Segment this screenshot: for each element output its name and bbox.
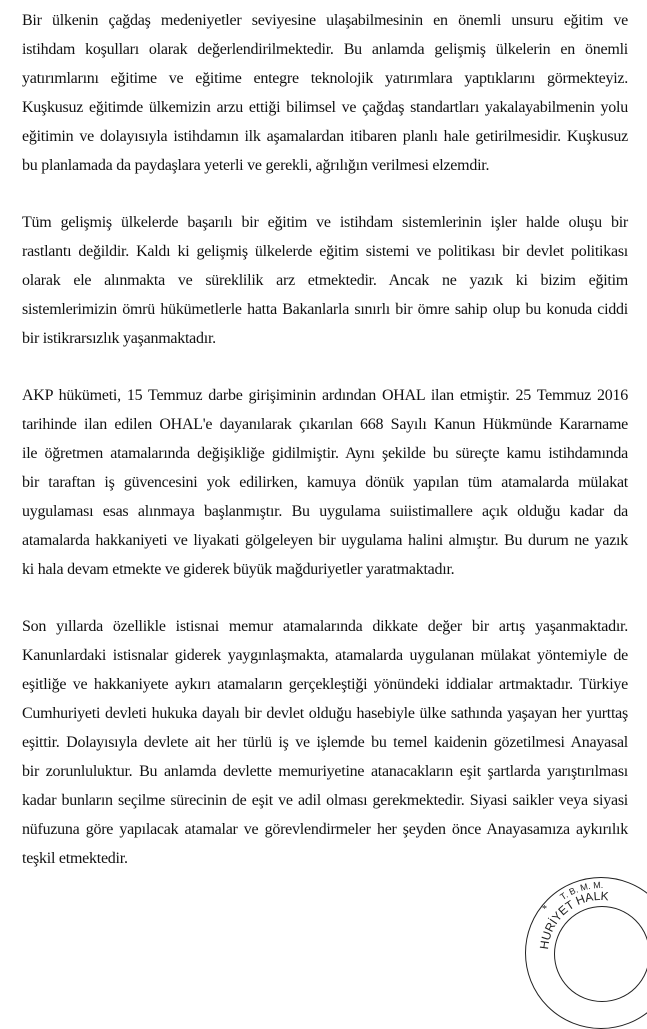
stamp-area — [22, 877, 628, 951]
stamp-star-icon: * — [542, 904, 547, 915]
text-line: istihdam koşulları olarak değerlendirilmektedir. Bu anlamda gelişmiş ülkelerin en önemli — [22, 41, 628, 58]
text-line: yatırımlarını eğitime ve eğitime entegre teknolojik yatırımlara yaptıklarını görmekteyiz. — [22, 70, 628, 87]
text-line: bir zorunluluktur. Bu anlamda devlette memuriyetine atanacakların eşit şartlarda yarıştırılması — [22, 763, 628, 780]
stamp-text-svg — [526, 878, 647, 1028]
paragraph-4 — [22, 612, 628, 873]
text-line: AKP hükümeti, 15 Temmuz darbe girişiminin ardından OHAL ilan etmiştir. 25 Temmuz 2016 — [22, 387, 628, 404]
text-line: ki hala devam etmekte ve giderek büyük mağduriyetler yaratmaktadır. — [22, 561, 455, 578]
text-line: sistemlerimizin ömrü hükümetlerle hatta Bakanlarla sınırlı bir ömre sahip olup bu konuda ciddi — [22, 301, 628, 318]
text-line: Tüm gelişmiş ülkelerde başarılı bir eğitim ve istihdam sistemlerinin işler halde oluşu bir — [22, 214, 628, 231]
text-line: ile öğretmen atamalarında değişikliğe gidilmiştir. Aynı şekilde bu süreçte kamu istihdamında — [22, 445, 628, 462]
text-line: eşittir. Dolayısıyla devlete ait her türlü iş ve işlemde bu temel kaidenin gözetilmesi Anayasal — [22, 734, 628, 751]
text-line: Cumhuriyeti devleti hukuka dayalı bir devlet olduğu hasebiyle ülke sathında yaşayan her yurttaş — [22, 705, 628, 722]
stamp-top-text: T. B. M. M. — [558, 879, 604, 903]
text-line: nüfuzuna göre yapılacak atamalar ve görevlendirmeler her şeyden önce Anayasamıza aykırılık — [22, 821, 628, 838]
paragraph-3 — [22, 381, 628, 584]
text-line: atamalarda hakkaniyeti ve liyakati gölgeleyen bir uygulama halini almıştır. Bu durum ne yazık — [22, 532, 628, 549]
paragraph-2 — [22, 208, 628, 353]
text-line: teşkil etmektedir. — [22, 850, 128, 867]
text-line: tarihinde ilan edilen OHAL'e dayanılarak çıkarılan 668 Sayılı Kanun Hükmünde Kararname — [22, 416, 628, 433]
text-line: bir taraftan iş güvencesini yok edilirken, kamuya dönük yapılan tüm atamalarda mülakat — [22, 474, 628, 491]
text-line: Kanunlardaki istisnalar giderek yaygınlaşmakta, atamalarda uygulanan mülakat yöntemiyle de — [22, 647, 628, 664]
text-line: eşitliğe ve hakkaniyete aykırı atamaların gerçekleştiği yönündeki iddialar artmaktadır. Türkiye — [22, 676, 628, 693]
text-line: olarak ele alınmakta ve süreklilik arz etmektedir. Ancak ne yazık ki bizim eğitim — [22, 272, 628, 289]
text-line: Kuşkusuz eğitimde ülkemizin arzu ettiği bilimsel ve çağdaş standartları yakalayabilmenin yolu — [22, 99, 628, 116]
text-line: Son yıllarda özellikle istisnai memur atamalarında dikkate değer bir artış yaşanmaktadır. — [22, 618, 628, 635]
text-line: bir istikrarsızlık yaşanmaktadır. — [22, 330, 216, 347]
text-line: rastlantı değildir. Kaldı ki gelişmiş ülkelerde eğitim sistemi ve politikası bir devlet politikası — [22, 243, 628, 260]
text-line: kadar bunların seçilme sürecinin de eşit ve adil olması gerekmektedir. Siyasi saikler veya siyasi — [22, 792, 628, 809]
text-line: eğitimin ve dolayısıyla istihdamın ilk aşamalardan itibaren planlı hale getirilmesidir. Kuşkusuz — [22, 128, 628, 145]
text-line: bu planlamada da paydaşlara yeterli ve gerekli, ağrılığın verilmesi elzemdir. — [22, 157, 490, 174]
text-line: uygulaması esas alınmaya başlanmıştır. Bu uygulama suiistimallere açık olduğu kadar da — [22, 503, 628, 520]
official-stamp — [525, 877, 647, 1029]
paragraph-1 — [22, 6, 628, 180]
text-line: Bir ülkenin çağdaş medeniyetler seviyesine ulaşabilmesinin en önemli unsuru eğitim ve — [22, 12, 628, 29]
stamp-ring-text: HURİYET HALK — [537, 888, 610, 951]
